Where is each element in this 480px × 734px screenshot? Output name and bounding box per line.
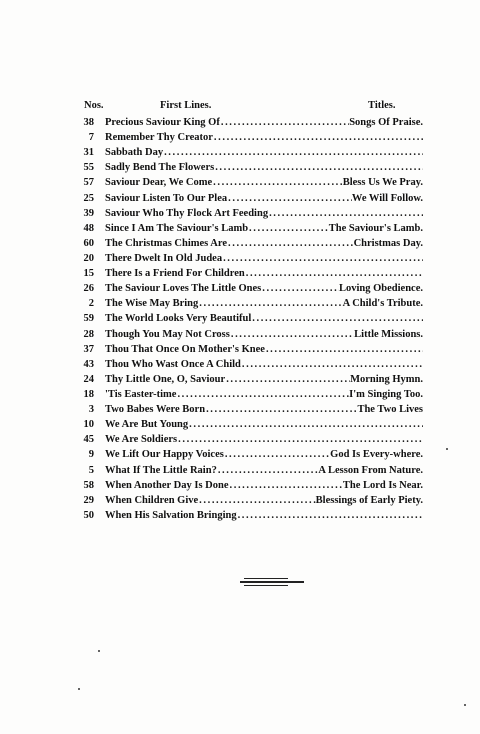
index-entry [105,357,423,372]
hymn-number: 38 [83,117,94,128]
hymn-title: Little Missions. [354,328,423,340]
hymn-number: 50 [83,509,94,521]
first-line: We Are But Young [105,419,189,431]
index-row [78,236,423,251]
hymn-title: I'm Singing Too. [349,388,423,400]
dot-leader [222,251,423,266]
hymn-title: A Lesson From Nature. [318,464,423,476]
index-row [78,432,423,447]
rule-line-top [244,578,288,579]
first-line: Saviour Dear, We Come [105,177,213,189]
hymn-number: 37 [83,343,94,355]
rule-line-bottom [244,585,288,586]
print-speck [78,688,80,690]
index-row [78,357,423,372]
dot-leader [227,191,352,206]
first-line: Sabbath Day [105,147,164,159]
header-titles: Titles. [368,100,396,111]
dot-leader [213,130,423,145]
first-line: Thou Who Wast Once A Child [105,358,241,370]
first-line: Since I Am The Saviour's Lamb [105,222,249,234]
hymn-title: The Lord Is Near. [342,479,423,491]
hymn-number: 59 [83,313,94,325]
dot-leader [251,311,423,326]
first-line: The Saviour Loves The Little Ones [105,283,262,295]
hymn-number: 57 [83,177,94,189]
index-row [78,387,423,402]
dot-leader [268,206,423,221]
dot-leader [237,508,423,523]
index-list [78,115,423,523]
hymn-number: 26 [83,283,94,295]
index-entry [105,387,423,402]
dot-leader [198,493,316,508]
index-row [78,478,423,493]
index-row [78,327,423,342]
first-line: Saviour Who Thy Flock Art Feeding [105,207,269,219]
hymn-title: Christmas Day. [353,237,423,249]
index-row [78,175,423,190]
index-row [78,508,423,523]
dot-leader [229,478,343,493]
hymn-number: 48 [83,222,94,234]
hymn-number: 3 [88,404,94,416]
index-row [78,221,423,236]
index-entry [105,508,423,523]
dot-leader [224,447,330,462]
index-row [78,281,423,296]
dot-leader [188,417,423,432]
index-entry [105,281,423,296]
hymn-number: 31 [83,147,94,159]
index-row [78,145,423,160]
first-line: We Lift Our Happy Voices [105,449,224,461]
index-entry [105,402,423,417]
dot-leader [217,463,319,478]
dot-leader [163,145,423,160]
first-line: Precious Saviour King Of [105,117,220,128]
hymn-title: We Will Follow. [351,192,423,204]
index-row [78,115,423,130]
index-entry [105,342,423,357]
index-row [78,493,423,508]
index-entry [105,160,423,175]
hymn-number: 5 [88,464,94,476]
first-line: What If The Little Rain? [105,464,217,476]
hymn-title: Morning Hymn. [350,373,423,385]
first-line: The Christmas Chimes Are [105,237,228,249]
hymn-number: 18 [83,388,94,400]
index-entry [105,296,423,311]
hymn-title: Blessings of Early Piety. [315,494,423,506]
hymn-title: The Two Lives [357,404,423,416]
index-entry [105,145,423,160]
first-line: We Are Soldiers [105,434,178,446]
hymn-number: 55 [83,162,94,174]
hymn-number: 15 [83,268,94,280]
first-line: Though You May Not Cross [105,328,230,340]
first-line: When Another Day Is Done [105,479,229,491]
index-row [78,206,423,221]
dot-leader [177,432,423,447]
hymn-title: God Is Every-where. [330,449,423,461]
print-speck [446,448,448,450]
index-entry [105,463,423,478]
hymn-number: 29 [83,494,94,506]
hymn-title: A Child's Tribute. [342,298,423,310]
header-nos: Nos. [84,100,104,111]
first-line: The Wise May Bring [105,298,199,310]
index-entry [105,432,423,447]
first-line: Thy Little One, O, Saviour [105,373,226,385]
hymn-number: 43 [83,358,94,370]
first-line: There Is a Friend For Children [105,268,245,280]
hymn-title: Songs Of Praise. [349,117,423,128]
dot-leader [225,372,350,387]
first-line: When His Salvation Bringing [105,509,237,521]
hymn-number: 2 [88,298,94,310]
first-line: When Children Give [105,494,199,506]
hymn-number: 39 [83,207,94,219]
dot-leader [214,160,423,175]
dot-leader [220,115,349,130]
index-entry [105,372,423,387]
index-entry [105,478,423,493]
index-entry [105,417,423,432]
index-entry [105,206,423,221]
dot-leader [230,327,354,342]
dot-leader [248,221,329,236]
index-row [78,130,423,145]
index-entry [105,115,423,130]
hymn-number: 60 [83,237,94,249]
dot-leader [245,266,423,281]
index-row [78,296,423,311]
first-line: Sadly Bend The Flowers [105,162,215,174]
index-entry [105,236,423,251]
index-entry [105,266,423,281]
index-row [78,417,423,432]
hymn-number: 24 [83,373,94,385]
index-row [78,266,423,281]
first-line: Remember Thy Creator [105,132,213,144]
index-row [78,402,423,417]
index-entry [105,493,423,508]
dot-leader [205,402,357,417]
hymn-title: Bless Us We Pray. [342,177,423,189]
index-entry [105,130,423,145]
dot-leader [212,175,343,190]
hymn-number: 20 [83,252,94,264]
index-row [78,160,423,175]
print-speck [98,650,100,652]
index-entry [105,175,423,190]
hymn-number: 58 [83,479,94,491]
index-row [78,447,423,462]
first-line: Saviour Listen To Our Plea [105,192,228,204]
first-line: 'Tis Easter-time [105,388,177,400]
index-entry [105,191,423,206]
hymn-number: 25 [83,192,94,204]
index-row [78,372,423,387]
index-entry [105,311,423,326]
hymn-number: 45 [83,434,94,446]
index-entry [105,327,423,342]
hymn-number: 28 [83,328,94,340]
hymn-number: 9 [88,449,94,461]
dot-leader [198,296,342,311]
index-row [78,463,423,478]
first-line: Thou That Once On Mother's Knee [105,343,265,355]
first-line: Two Babes Were Born [105,404,206,416]
dot-leader [241,357,423,372]
index-row [78,251,423,266]
first-line: The World Looks Very Beautiful [105,313,252,325]
ornamental-rule [240,578,304,588]
dot-leader [227,236,354,251]
index-row [78,311,423,326]
dot-leader [176,387,349,402]
index-entry [105,251,423,266]
index-header [84,100,424,114]
rule-line-middle [240,581,304,583]
dot-leader [261,281,339,296]
hymn-title: Loving Obedience. [338,283,423,295]
hymn-number: 10 [83,419,94,431]
dot-leader [265,342,423,357]
index-row [78,191,423,206]
header-first-lines: First Lines. [160,100,212,111]
index-entry [105,447,423,462]
index-entry [105,221,423,236]
hymn-title: The Saviour's Lamb. [328,222,423,234]
hymn-number: 7 [88,132,94,144]
print-speck [464,704,466,706]
first-line: There Dwelt In Old Judea [105,252,223,264]
index-row [78,342,423,357]
